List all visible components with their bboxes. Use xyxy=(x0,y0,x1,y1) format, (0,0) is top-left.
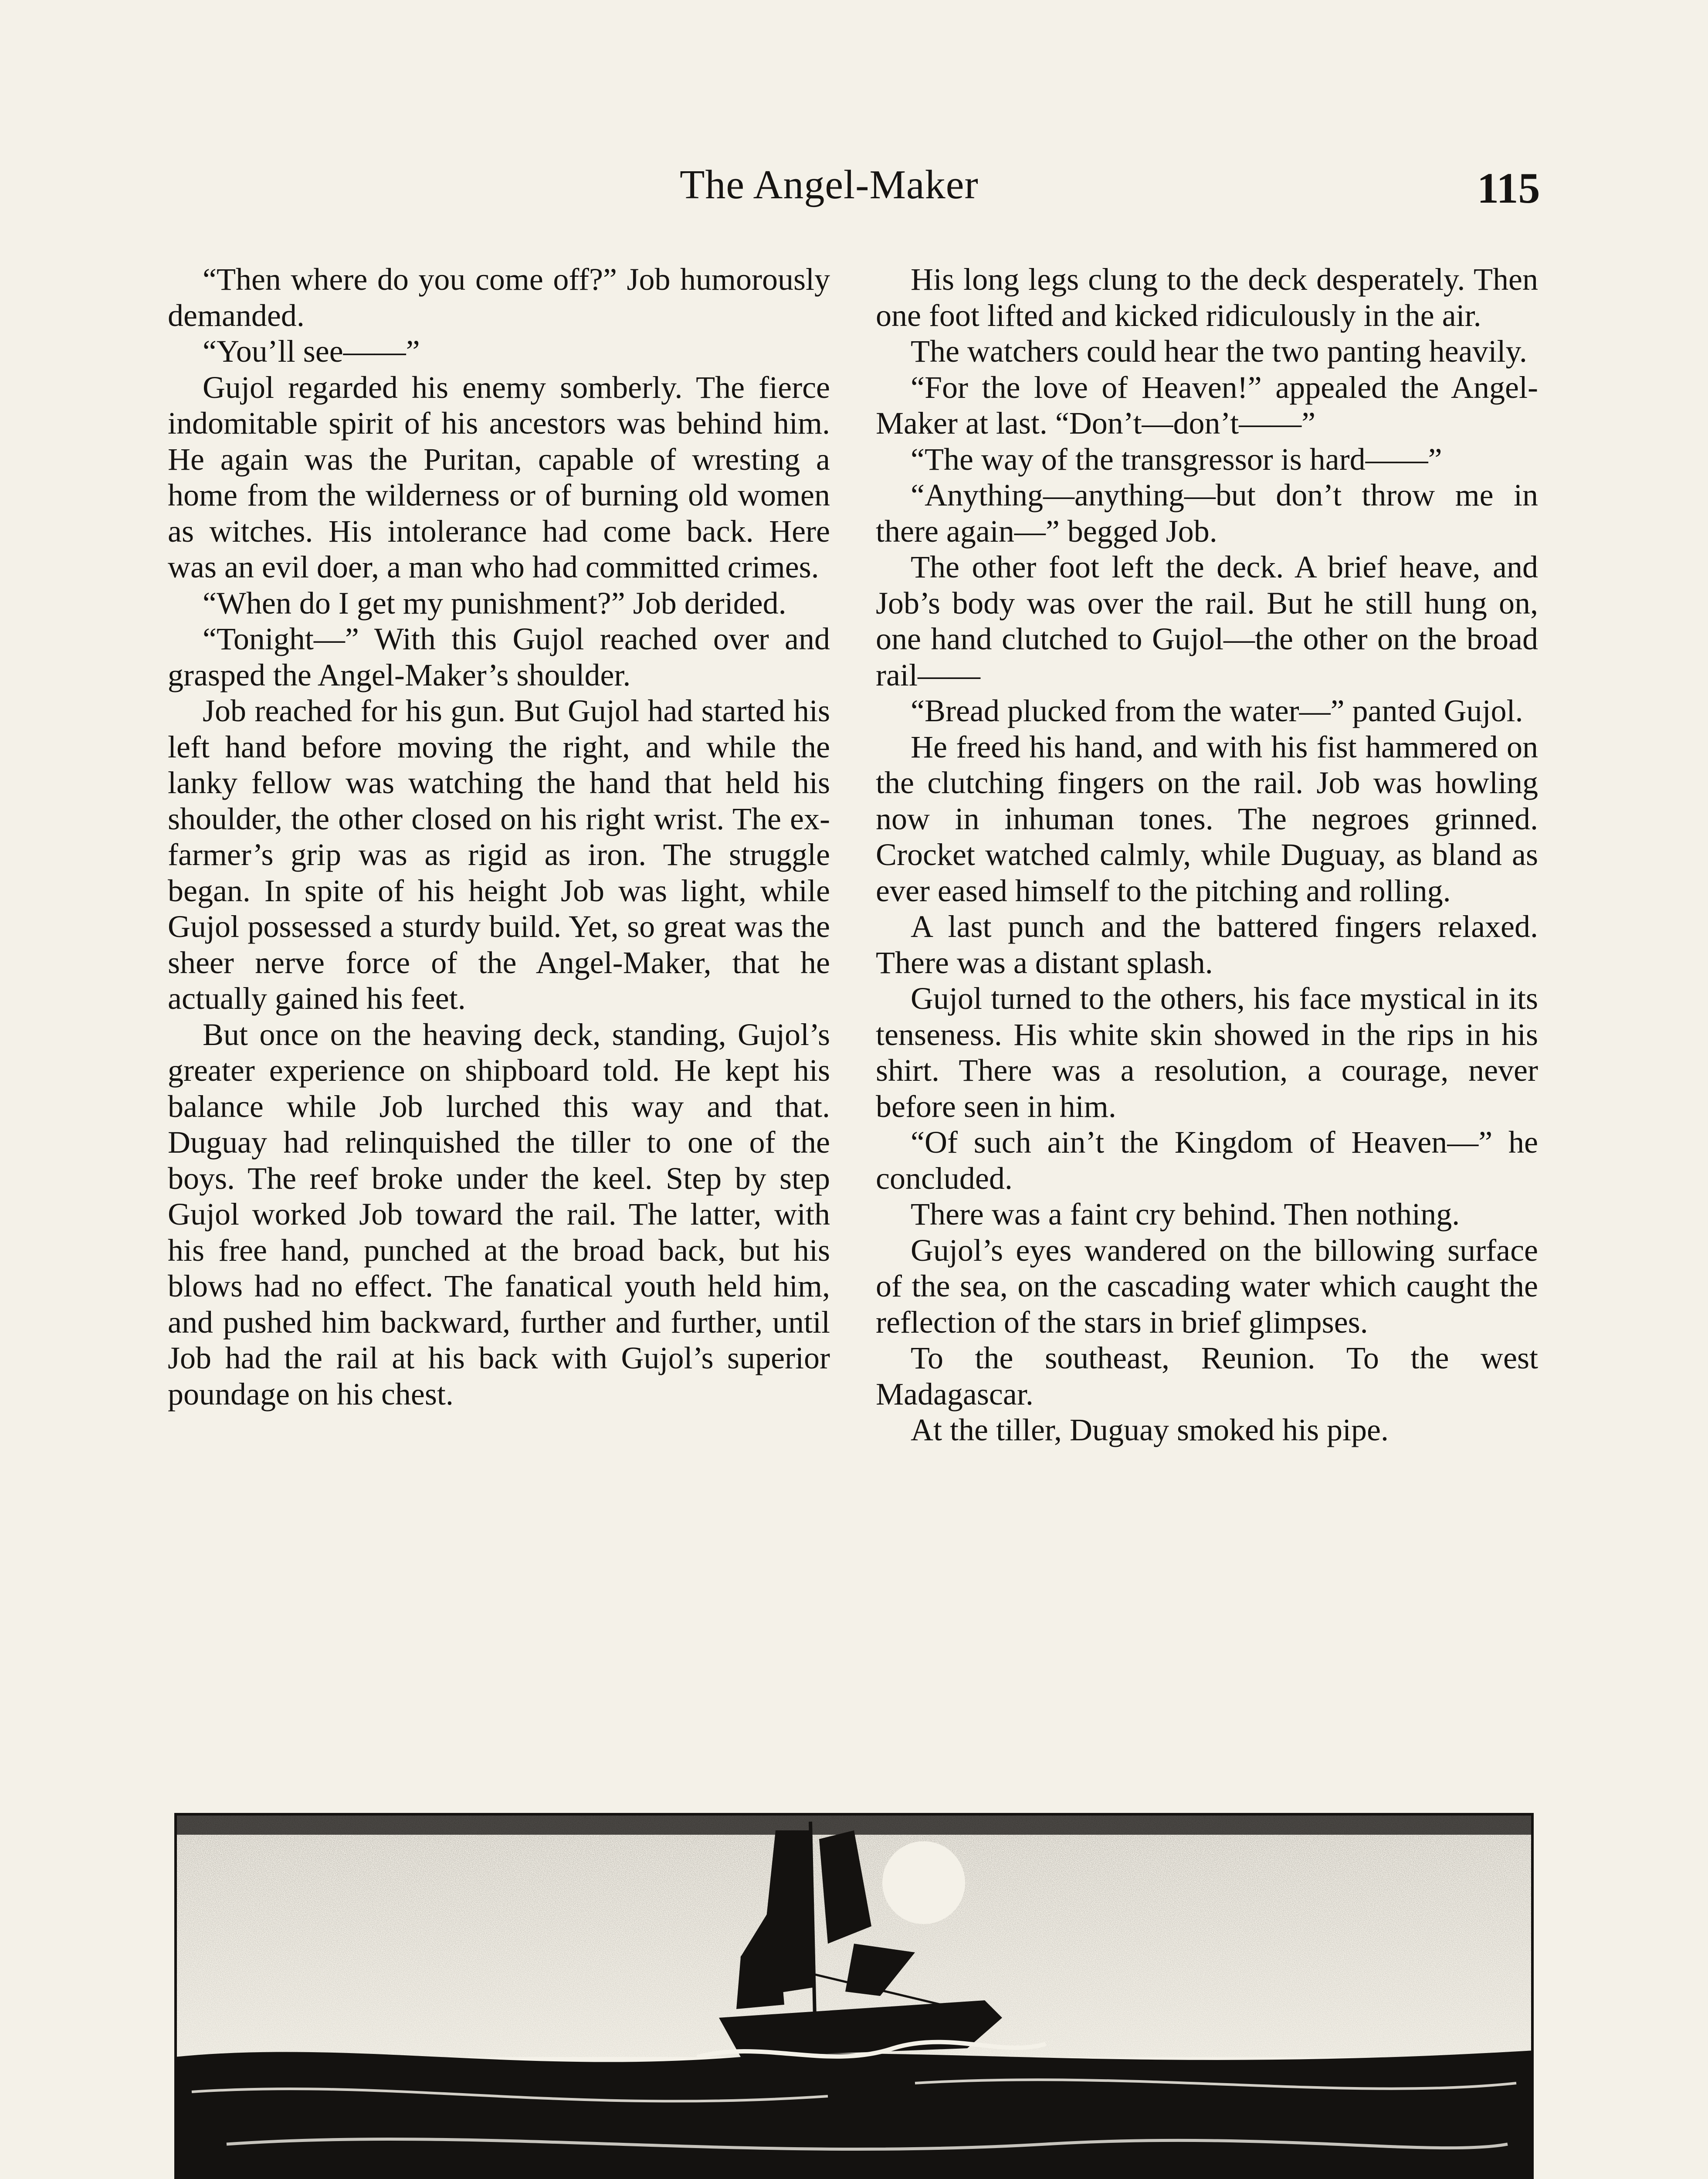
page-number: 115 xyxy=(1477,164,1540,212)
paragraph: “Of such ain’t the Kingdom of Heaven—” he concluded. xyxy=(876,1125,1538,1196)
paragraph: Gujol turned to the others, his face mystical in its tenseness. His white skin showed in the rips in his shirt. There was a resolution, a courage, never before seen in him. xyxy=(876,981,1538,1124)
paragraph: “Anything—anything—but don’t throw me in there again—” begged Job. xyxy=(876,478,1538,549)
paragraph: But once on the heaving deck, standing, Gujol’s greater experience on shipboard told. He kept his balance while Job lurched this way and that. Duguay had relinquished the tiller to one of the boys. The reef broke under the keel. Step by step Gujol worked Job toward the rail. The latter, with his free hand, punched at the broad back, but his blows had no effect. The fanatical youth held him, and pushed him backward, further and further, until Job had the rail at his back with Gujol’s superior poundage on his chest. xyxy=(168,1017,830,1412)
paragraph: He freed his hand, and with his fist hammered on the clutching fingers on the rail. Job was howling now in inhuman tones. The negroes grinned. Crocket watched calmly, while Duguay, as bland as ever eased himself to the pitching and rolling. xyxy=(876,729,1538,908)
paragraph: “Bread plucked from the water—” panted Gujol. xyxy=(911,693,1523,728)
paragraph: A last punch and the battered fingers relaxed. There was a distant splash. xyxy=(876,909,1538,980)
paragraph: His long legs clung to the deck desperately. Then one foot lifted and kicked ridiculously in the air. xyxy=(876,262,1538,333)
ship-at-sea-image xyxy=(174,1813,1534,2179)
paragraph: “Then where do you come off?” Job humorously demanded. xyxy=(168,262,830,333)
paragraph: The other foot left the deck. A brief heave, and Job’s body was over the rail. But he still hung on, one hand clutched to Gujol—the other on the broad rail—— xyxy=(876,550,1538,692)
paragraph: “You’ll see——” xyxy=(203,334,420,369)
paragraph: Gujol regarded his enemy somberly. The fierce indomitable spirit of his ancestors was behind him. He again was the Puritan, capable of wresting a home from the wilderness or of burning old women as witches. His intolerance had come back. Here was an evil doer, a man who had committed crimes. xyxy=(168,370,830,584)
paragraph: At the tiller, Duguay smoked his pipe. xyxy=(911,1412,1389,1447)
paragraph: “When do I get my punishment?” Job derided. xyxy=(203,585,786,621)
paragraph: “For the love of Heaven!” appealed the Angel-Maker at last. “Don’t—don’t——” xyxy=(876,370,1538,441)
paragraph: The watchers could hear the two panting heavily. xyxy=(911,334,1527,369)
running-title: The Angel-Maker xyxy=(680,162,979,207)
paragraph: “Tonight—” With this Gujol reached over and grasped the Angel-Maker’s shoulder. xyxy=(168,621,830,692)
paragraph: Job reached for his gun. But Gujol had started his left hand before moving the right, and while the lanky fellow was watching the hand that held his shoulder, the other closed on his right wrist. The ex-farmer’s grip was as rigid as iron. The struggle began. In spite of his height Job was light, while Gujol possessed a sturdy build. Yet, so great was the sheer nerve force of the Angel-Maker, that he actually gained his feet. xyxy=(168,693,830,1016)
paragraph: Gujol’s eyes wandered on the billowing surface of the sea, on the cascading water which caught the reflection of the stars in brief glimpses. xyxy=(876,1232,1538,1340)
paragraph: “The way of the transgressor is hard——” xyxy=(911,441,1442,477)
running-head xyxy=(0,161,1708,218)
paragraph: To the southeast, Reunion. To the west Madagascar. xyxy=(876,1341,1538,1412)
ship-illustration xyxy=(174,1813,1534,2179)
paragraph: There was a faint cry behind. Then nothing. xyxy=(911,1197,1460,1232)
left-column xyxy=(168,261,830,1412)
right-column xyxy=(876,261,1538,1448)
